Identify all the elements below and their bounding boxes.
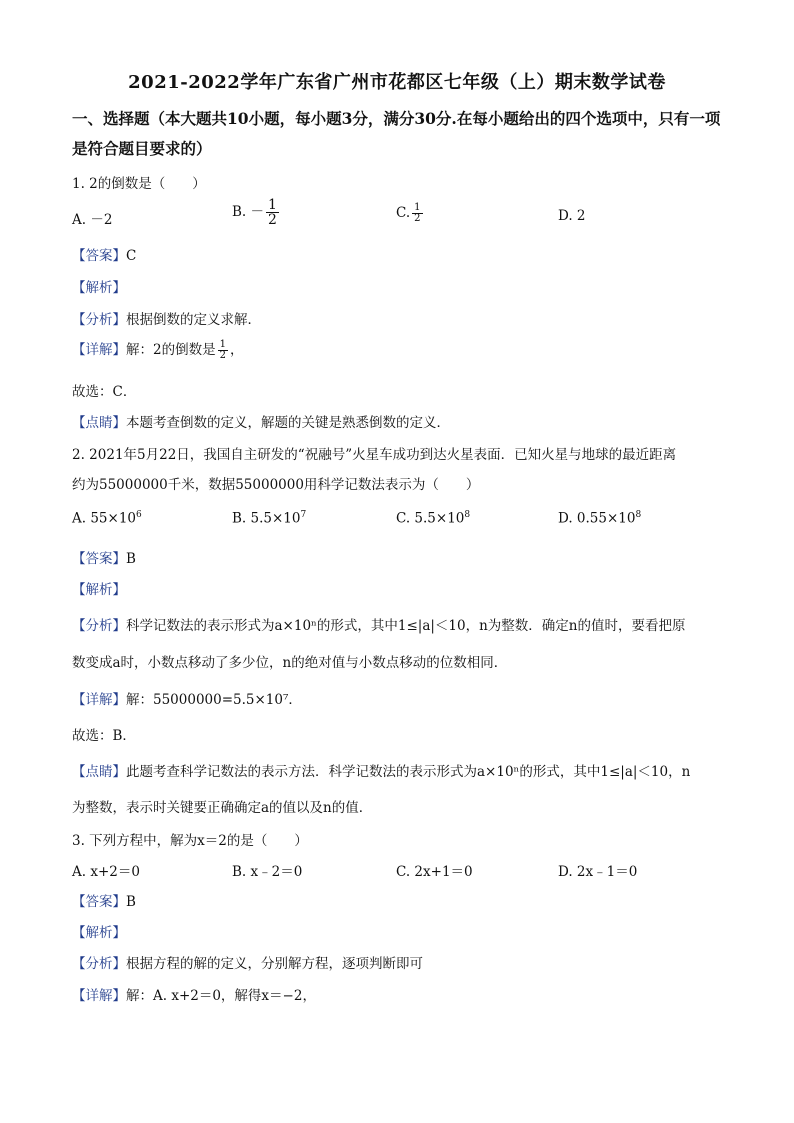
fraction-numerator: 1	[219, 339, 226, 350]
xiangjie-text-end: ，	[229, 342, 244, 358]
fenxi-text: 根据倒数的定义求解．	[126, 312, 261, 328]
q2-option-b	[232, 510, 306, 527]
xiangjie-tag: 【详解】	[72, 988, 126, 1004]
answer-value: C	[126, 248, 137, 264]
q2-option-c-exponent: 8	[464, 510, 471, 520]
q3-answer	[72, 890, 136, 910]
q2-option-b-exponent: 7	[300, 510, 307, 520]
q3-option-c: C. 2x+1＝0	[396, 864, 473, 880]
dianjing-text: 此题考查科学记数法的表示方法．科学记数法的表示形式为a×10ⁿ的形式，其中1≤|a|＜10，n	[126, 764, 691, 780]
q2-dianjing-line1	[72, 760, 690, 780]
fenxi-tag: 【分析】	[72, 312, 126, 328]
q1-option-a: A. －2	[72, 212, 113, 228]
section-heading: 一、选择题（本大题共10小题，每小题3分，满分30分.在每小题给出的四个选项中，只有一项是符合题目要求的）	[72, 109, 721, 158]
dianjing-tag: 【点睛】	[72, 764, 126, 780]
q2-xiangjie	[72, 688, 302, 708]
q2-fenxi-line2: 数变成a时，小数点移动了多少位，n的绝对值与小数点移动的位数相同．	[72, 655, 508, 671]
q3-xiangjie	[72, 984, 316, 1004]
q1-dianjing	[72, 411, 450, 431]
fraction-denominator: 2	[414, 213, 421, 224]
page-title: 2021-2022学年广东省广州市花都区七年级（上）期末数学试卷	[128, 72, 666, 93]
xiangjie-tag: 【详解】	[72, 342, 126, 358]
q2-analysis-tag	[72, 578, 126, 598]
q1-fenxi	[72, 308, 261, 328]
answer-tag: 【答案】	[72, 551, 126, 567]
q2-guxuan: 故选：B．	[72, 728, 136, 744]
fenxi-text: 科学记数法的表示形式为a×10ⁿ的形式，其中1≤|a|＜10，n为整数．确定n的值时，要看把原	[126, 618, 686, 634]
fenxi-text: 根据方程的解的定义，分别解方程，逐项判断即可	[126, 956, 423, 972]
q1-xiangjie	[72, 338, 243, 361]
xiangjie-text: 解：55000000=5.5×10⁷．	[126, 692, 302, 708]
q1-option-c-fraction	[412, 203, 422, 224]
q2-stem-line2: 约为55000000千米，数据55000000用科学记数法表示为（ ）	[72, 477, 480, 493]
analysis-tag: 【解析】	[72, 280, 126, 296]
answer-tag: 【答案】	[72, 894, 126, 910]
q1-option-b-fraction	[266, 198, 279, 227]
q1-option-c	[396, 203, 425, 224]
fraction-denominator: 2	[219, 350, 226, 361]
q2-option-d-exponent: 8	[635, 510, 642, 520]
q2-option-d	[558, 510, 641, 527]
q3-stem: 3. 下列方程中，解为x＝2的是（ ）	[72, 833, 308, 849]
q3-option-b: B. x﹣2＝0	[232, 864, 303, 880]
fenxi-tag: 【分析】	[72, 956, 126, 972]
answer-value: B	[126, 551, 136, 567]
dianjing-tag: 【点睛】	[72, 415, 126, 431]
dianjing-text: 本题考查倒数的定义，解题的关键是熟悉倒数的定义．	[126, 415, 450, 431]
q2-option-a	[72, 510, 142, 527]
q2-fenxi-line1	[72, 614, 686, 634]
q3-fenxi	[72, 952, 423, 972]
xiangjie-tag: 【详解】	[72, 692, 126, 708]
q1-option-b	[232, 198, 281, 227]
q2-stem-line1: 2. 2021年5月22日，我国自主研发的“祝融号”火星车成功到达火星表面．已知火星与地球的最近距离	[72, 447, 677, 463]
q1-stem: 1. 2的倒数是（ ）	[72, 176, 206, 192]
q1-option-b-prefix: B. －	[232, 204, 265, 220]
fenxi-tag: 【分析】	[72, 618, 126, 634]
xiangjie-fraction	[218, 340, 228, 361]
q2-dianjing-line2: 为整数，表示时关键要正确确定a的值以及n的值．	[72, 800, 373, 816]
fraction-numerator: 1	[414, 202, 421, 213]
fraction-numerator: 1	[268, 197, 277, 213]
q2-option-b-text: B. 5.5×10	[232, 510, 301, 527]
q2-option-c	[396, 510, 470, 527]
analysis-tag: 【解析】	[72, 925, 126, 941]
q2-answer	[72, 547, 136, 567]
xiangjie-text: 解：A. x+2＝0，解得x＝−2，	[126, 988, 316, 1004]
q1-guxuan: 故选：C．	[72, 384, 137, 400]
fraction-denominator: 2	[268, 212, 277, 228]
q1-analysis-tag	[72, 276, 126, 296]
q2-option-c-text: C. 5.5×10	[396, 510, 465, 527]
q1-answer	[72, 244, 136, 264]
q1-option-d: D. 2	[558, 208, 586, 224]
q3-option-d: D. 2x﹣1＝0	[558, 864, 638, 880]
q2-option-d-text: D. 0.55×10	[558, 510, 636, 527]
q2-option-a-text: A. 55×10	[72, 510, 136, 527]
q3-analysis-tag	[72, 921, 126, 941]
q1-option-c-prefix: C.	[396, 205, 411, 221]
answer-tag: 【答案】	[72, 248, 126, 264]
answer-value: B	[126, 894, 136, 910]
xiangjie-text: 解：2的倒数是	[126, 342, 216, 358]
q3-option-a: A. x+2＝0	[72, 864, 140, 880]
analysis-tag: 【解析】	[72, 582, 126, 598]
q2-option-a-exponent: 6	[136, 510, 142, 520]
